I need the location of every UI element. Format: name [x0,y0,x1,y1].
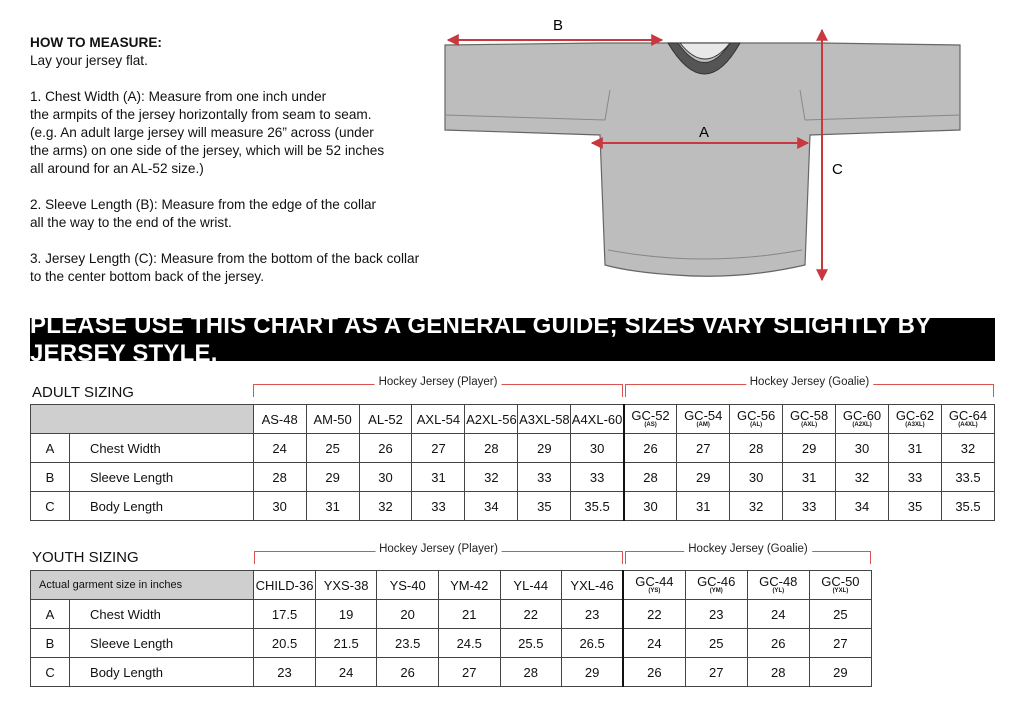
size-value: 24.5 [438,629,500,658]
size-value: 24 [253,434,306,463]
youth-size-header: CHILD-36 [254,571,316,600]
size-value: 19 [315,600,377,629]
size-value: 34 [836,492,889,521]
adult-goalie-size-header [889,405,942,434]
youth-goalie-label: Hockey Jersey (Goalie) [684,543,812,555]
size-value: 29 [783,434,836,463]
size-value: 33 [571,463,624,492]
size-value: 35 [518,492,571,521]
size-value: 22 [623,600,685,629]
adult-player-bracket [253,376,623,397]
size-value: 31 [783,463,836,492]
youth-row [31,658,872,687]
size-value: 27 [438,658,500,687]
size-value: 32 [359,492,412,521]
goalie-size-sub: (A2XL) [852,422,872,428]
size-value: 26 [747,629,809,658]
size-value: 28 [253,463,306,492]
label-a: A [698,124,710,141]
adult-size-header: AL-52 [359,405,412,434]
row-label: Sleeve Length [70,629,254,658]
size-value: 24 [623,629,685,658]
size-value: 30 [359,463,412,492]
adult-goalie-size-header [677,405,730,434]
adult-size-header: A3XL-58 [518,405,571,434]
goalie-size-sub: (AM) [696,422,710,428]
size-value: 24 [315,658,377,687]
goalie-size-name: GC-58 [789,408,829,423]
size-value: 29 [677,463,730,492]
size-value: 30 [836,434,889,463]
size-value: 30 [571,434,624,463]
length-line: 3. Jersey Length (C): Measure from the bottom of the back collar [30,251,420,266]
row-label: Body Length [70,658,254,687]
adult-size-table [30,404,995,521]
size-value: 31 [677,492,730,521]
goalie-size-name: GC-60 [842,408,882,423]
size-value: 29 [306,463,359,492]
size-value: 25 [306,434,359,463]
youth-row [31,629,872,658]
size-value: 33.5 [941,463,994,492]
size-value: 25 [685,629,747,658]
goalie-size-sub: (AS) [644,422,657,428]
size-value: 35 [889,492,942,521]
label-b: B [552,17,564,34]
size-value: 32 [465,463,518,492]
chest-line: (e.g. An adult large jersey will measure 26” across (under [30,125,374,140]
size-value: 26 [623,658,685,687]
size-value: 27 [809,629,871,658]
size-value: 28 [624,463,677,492]
youth-goalie-size-header [747,571,809,600]
size-value: 26.5 [562,629,624,658]
goalie-size-name: GC-46 [697,574,736,589]
youth-size-header: YS-40 [377,571,439,600]
goalie-size-name: GC-52 [631,408,670,423]
size-value: 20.5 [254,629,316,658]
size-value: 35.5 [571,492,624,521]
row-key: B [31,463,70,492]
size-value: 26 [624,434,677,463]
row-key: C [31,658,70,687]
goalie-size-name: GC-50 [821,574,860,589]
youth-size-header: YM-42 [438,571,500,600]
goalie-size-name: GC-64 [948,408,988,423]
chest-line: 1. Chest Width (A): Measure from one inch under [30,89,327,104]
adult-goalie-label: Hockey Jersey (Goalie) [746,376,874,388]
sleeve-line: all the way to the end of the wrist. [30,215,232,230]
size-value: 28 [500,658,562,687]
adult-goalie-size-header [624,405,677,434]
size-value: 31 [889,434,942,463]
adult-row [31,434,995,463]
size-value: 21.5 [315,629,377,658]
size-value: 23.5 [377,629,439,658]
youth-header-row [31,571,872,600]
size-value: 35.5 [941,492,994,521]
adult-goalie-size-header [730,405,783,434]
size-value: 23 [254,658,316,687]
goalie-size-sub: (AXL) [801,422,818,428]
chest-line: the arms) on one side of the jersey, which will be 52 inches [30,143,385,158]
size-value: 33 [889,463,942,492]
goalie-size-name: GC-56 [737,408,776,423]
youth-player-label: Hockey Jersey (Player) [375,543,502,555]
adult-size-header: AS-48 [253,405,306,434]
row-key: A [31,434,70,463]
youth-row [31,600,872,629]
length-line: to the center bottom back of the jersey. [30,269,264,284]
goalie-size-name: GC-48 [759,574,798,589]
adult-goalie-size-header [836,405,889,434]
youth-size-header: YXS-38 [315,571,377,600]
size-value: 33 [518,463,571,492]
row-key: C [31,492,70,521]
goalie-size-sub: (YS) [648,588,661,594]
jersey-diagram [440,10,1020,290]
adult-sizing-title: ADULT SIZING [32,384,134,401]
size-value: 32 [836,463,889,492]
how-to-measure [30,34,450,286]
youth-size-header: YXL-46 [562,571,624,600]
row-key: A [31,600,70,629]
size-value: 29 [518,434,571,463]
size-value: 17.5 [254,600,316,629]
label-c: C [832,161,843,178]
size-value: 32 [941,434,994,463]
goalie-size-name: GC-44 [635,574,674,589]
adult-goalie-size-header [941,405,994,434]
adult-goalie-size-header [783,405,836,434]
size-value: 30 [253,492,306,521]
size-value: 24 [747,600,809,629]
youth-goalie-size-header [809,571,871,600]
chest-line: all around for an AL-52 size.) [30,161,204,176]
size-value: 31 [306,492,359,521]
size-value: 32 [730,492,783,521]
chest-line: the armpits of the jersey horizontally from seam to seam. [30,107,372,122]
instructions-intro: Lay your jersey flat. [30,53,148,68]
youth-player-bracket [254,543,623,564]
size-value: 28 [747,658,809,687]
goalie-size-sub: (YL) [772,588,785,594]
youth-header-corner: Actual garment size in inches [31,571,254,600]
size-value: 27 [412,434,465,463]
size-value: 34 [465,492,518,521]
youth-goalie-size-header [685,571,747,600]
jersey-body [445,43,960,276]
row-label: Chest Width [69,434,253,463]
adult-size-header: A2XL-56 [465,405,518,434]
size-value: 28 [730,434,783,463]
size-value: 26 [377,658,439,687]
goalie-size-sub: (A4XL) [958,422,978,428]
adult-header-corner [31,405,254,434]
row-label: Sleeve Length [69,463,253,492]
size-value: 28 [465,434,518,463]
size-value: 23 [685,600,747,629]
adult-goalie-bracket [625,376,994,397]
size-value: 33 [412,492,465,521]
size-value: 23 [562,600,624,629]
size-value: 30 [730,463,783,492]
row-label: Chest Width [70,600,254,629]
youth-size-header: YL-44 [500,571,562,600]
size-value: 20 [377,600,439,629]
instructions-title: HOW TO MEASURE: [30,35,162,50]
size-value: 29 [562,658,624,687]
goalie-size-sub: (YXL) [832,588,849,594]
youth-goalie-bracket [625,543,871,564]
size-value: 29 [809,658,871,687]
row-key: B [31,629,70,658]
goalie-size-name: GC-62 [895,408,935,423]
size-value: 22 [500,600,562,629]
size-value: 27 [685,658,747,687]
size-value: 30 [624,492,677,521]
adult-header-row [31,405,995,434]
adult-row [31,463,995,492]
general-guide-banner: PLEASE USE THIS CHART AS A GENERAL GUIDE; SIZES VARY SLIGHTLY BY JERSEY STYLE. [30,318,995,361]
sleeve-line: 2. Sleeve Length (B): Measure from the edge of the collar [30,197,377,212]
size-value: 21 [438,600,500,629]
goalie-size-sub: (AL) [750,422,763,428]
size-value: 26 [359,434,412,463]
adult-size-header: AM-50 [306,405,359,434]
size-value: 33 [783,492,836,521]
goalie-size-sub: (YM) [709,588,723,594]
size-value: 25.5 [500,629,562,658]
adult-row [31,492,995,521]
adult-size-header: AXL-54 [412,405,465,434]
youth-size-table [30,570,872,687]
row-label: Body Length [69,492,253,521]
goalie-size-sub: (A3XL) [905,422,925,428]
adult-player-label: Hockey Jersey (Player) [375,376,502,388]
size-value: 31 [412,463,465,492]
size-value: 27 [677,434,730,463]
youth-sizing-title: YOUTH SIZING [32,549,139,566]
goalie-size-name: GC-54 [684,408,723,423]
youth-goalie-size-header [623,571,685,600]
size-value: 25 [809,600,871,629]
adult-size-header: A4XL-60 [571,405,624,434]
